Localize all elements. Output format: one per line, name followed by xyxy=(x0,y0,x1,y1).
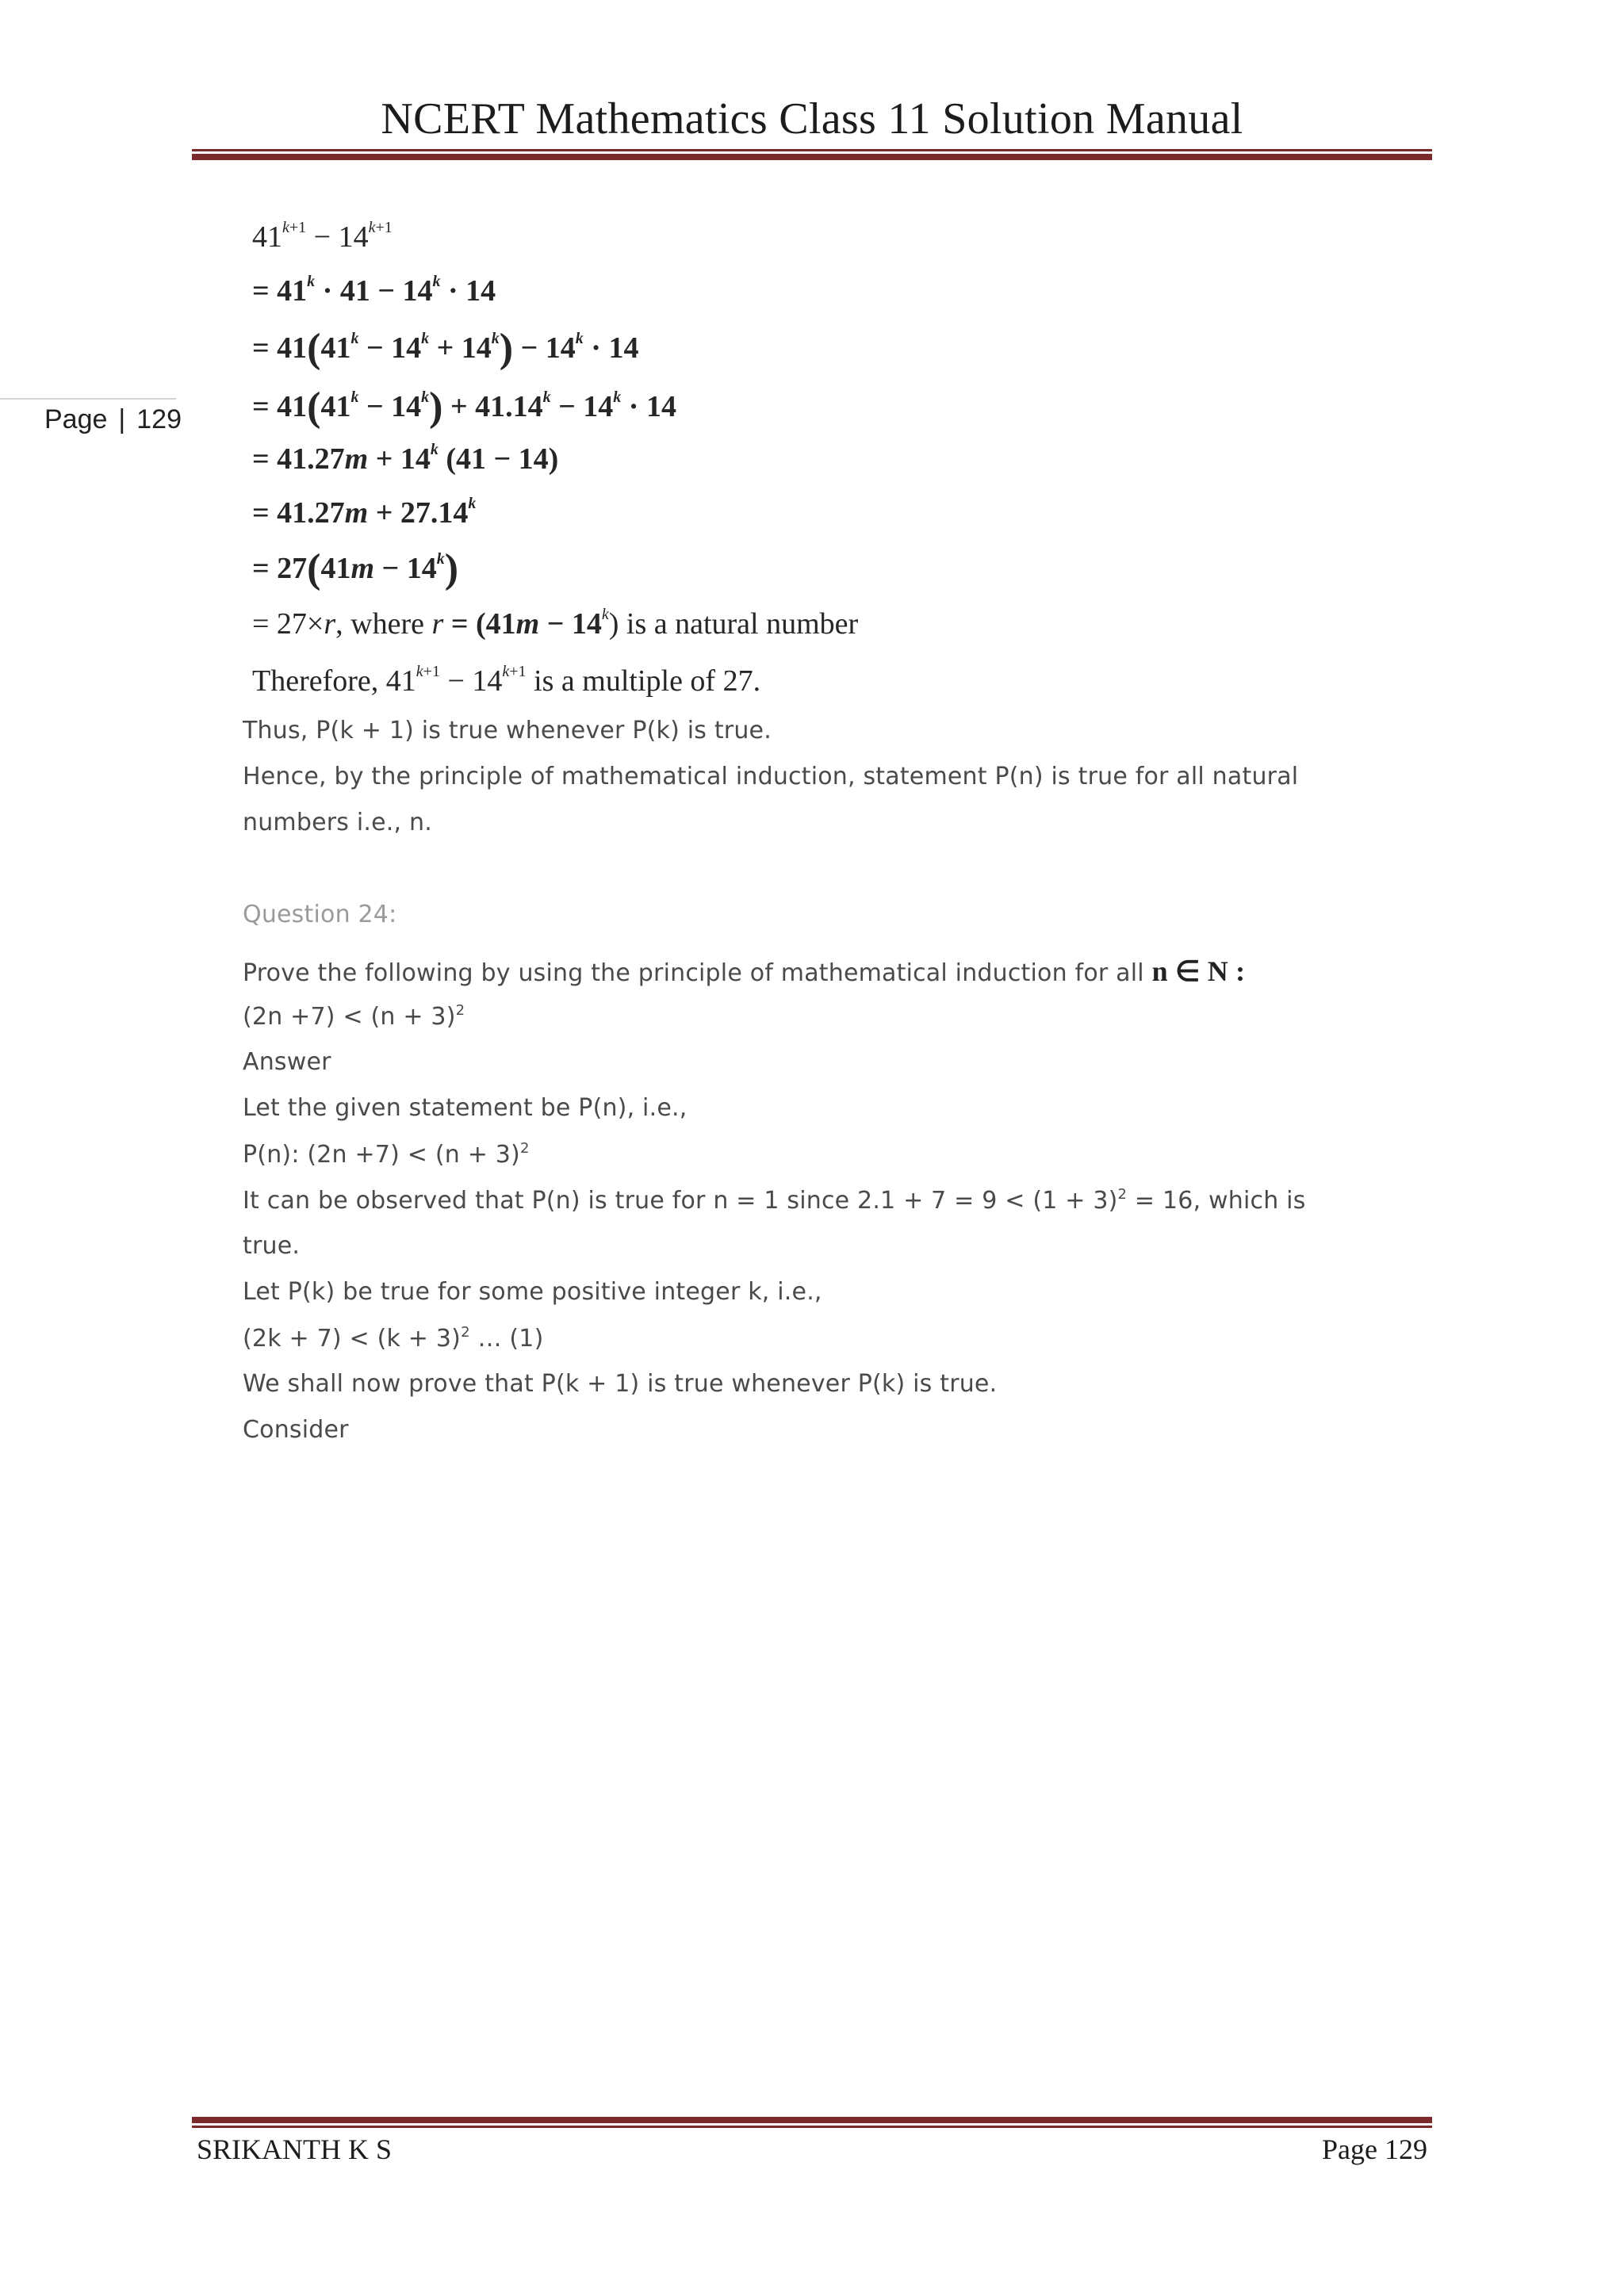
text-pn-statement: P(n): $(2n +7) < (n + 3)^2$ xyxy=(243,1140,530,1169)
text-shall-prove: We shall now prove that P(k + 1) is true whenever P(k) is true. xyxy=(243,1370,998,1398)
n-in-naturals: n ∈ N : xyxy=(1151,955,1246,987)
footer-rule-thin xyxy=(192,2126,1432,2128)
question-inequality: $(2n +7) < (n + 3)^2$ xyxy=(243,1002,465,1031)
text-observe-line1: It can be observed that P(n) is true for n = 1 since $2.1 + 7 = 9 < (1 + 3)^2 = 16$, which is xyxy=(243,1186,1306,1215)
margin-page-tab xyxy=(44,404,182,435)
math-step-1: $41^{k+1} - 14^{k+1}$ xyxy=(252,219,393,254)
text-let-given: Let the given statement be P(n), i.e., xyxy=(243,1094,688,1122)
math-step-4: = $41(41^k - 14^k) + 41.14^k - 14^k \cdot 14$ xyxy=(252,385,676,430)
math-step-2: = $41^k \cdot 41 - 14^k \cdot 14$ xyxy=(252,273,496,308)
math-step-7: = $27(41m - 14^k)$ xyxy=(252,546,459,591)
text-observe-line2: true. xyxy=(243,1232,301,1260)
text-pk-inequality: $(2k + 7) < (k + 3)^2$ … (1) xyxy=(243,1324,544,1353)
question-heading: Question 24: xyxy=(243,901,397,928)
math-conclusion: Therefore, $41^{k+1} - 14^{k+1}$ is a multiple of 27. xyxy=(252,663,761,698)
footer-author: SRIKANTH K S xyxy=(197,2133,393,2165)
header-rule-thin xyxy=(192,149,1432,151)
margin-page-label: Page xyxy=(44,404,108,434)
header-rule-thick xyxy=(192,154,1432,160)
question-prompt: Prove the following by using the principle of mathematical induction for all n ∈ N : xyxy=(243,955,1246,987)
footer-rule-thick xyxy=(192,2117,1432,2123)
footer-page-number: Page 129 xyxy=(1322,2133,1427,2165)
math-step-3: = $41(41^k - 14^k + 14^k) - 14^k \cdot 14$ xyxy=(252,326,639,371)
text-hence-line1: Hence, by the principle of mathematical induction, statement P(n) is true for all natural xyxy=(243,763,1299,790)
math-step-8: = 27×r, where $r = (41m - 14^k)$ is a natural number xyxy=(252,606,859,641)
text-hence-line2: numbers i.e., n. xyxy=(243,809,432,836)
margin-divider xyxy=(0,398,176,400)
math-step-5: = $41.27m + 14^k$ (41 − 14) xyxy=(252,441,559,476)
page-header-title: NCERT Mathematics Class 11 Solution Manual xyxy=(381,94,1243,144)
math-step-6: = $41.27m + 27.14^k$ xyxy=(252,495,477,530)
answer-label: Answer xyxy=(243,1048,331,1076)
margin-page-separator: | xyxy=(118,404,126,434)
text-thus: Thus, P(k + 1) is true whenever P(k) is true. xyxy=(243,717,772,744)
text-consider: Consider xyxy=(243,1416,349,1444)
margin-page-number: 129 xyxy=(136,404,182,434)
text-let-pk: Let P(k) be true for some positive integer k, i.e., xyxy=(243,1278,822,1306)
